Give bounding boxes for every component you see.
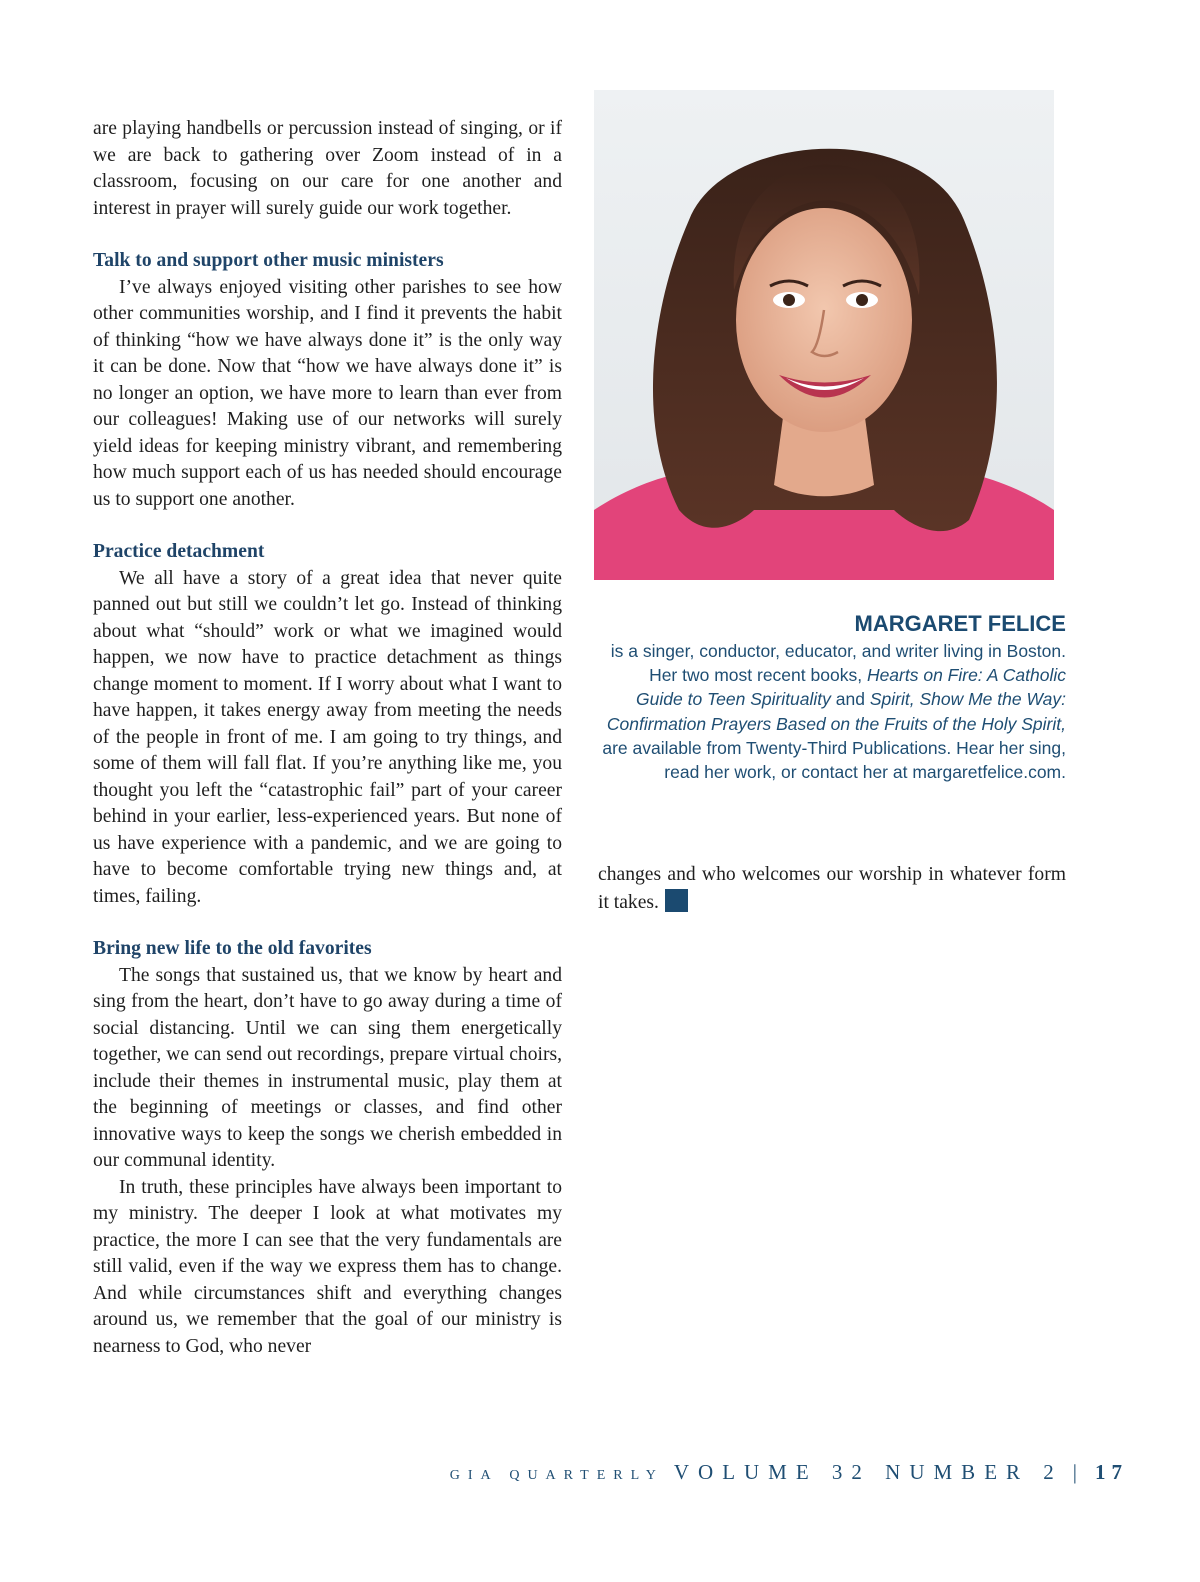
footer-separator: | xyxy=(1072,1460,1077,1484)
section-heading-support: Talk to and support other music ministers xyxy=(93,250,444,271)
journal-name: GIA QUARTERLY xyxy=(449,1468,664,1483)
bio-text-part: is a singer, conductor, educator, and writer living in Boston. Her two most recent books, xyxy=(610,641,1066,686)
volume-number: VOLUME 32 NUMBER 2 xyxy=(673,1460,1063,1484)
left-column xyxy=(93,116,562,1360)
author-name: MARGARET FELICE xyxy=(854,611,1066,636)
paragraph-detachment: We all have a story of a great idea that never quite panned out but still we couldn’t let go. Instead of thinking about what “should” work or what we imagined would happen, we now have to practice detachment as things change moment to moment. If I worry about what I want to have happen, it takes energy away from meeting the needs of the people in front of me. I am going to try things, and some of them will fall flat. If you’re anything like me, you thought you left the “catastrophic fail” part of your career behind in your earlier, less-experienced years. But none of us have experience with a pandemic, and we are going to have to become comfortable trying new things and, at times, failing. xyxy=(93,567,562,907)
section-heading-detachment: Practice detachment xyxy=(93,541,265,562)
section-heading-old-favorites: Bring new life to the old favorites xyxy=(93,938,372,959)
closing-paragraph xyxy=(598,862,1066,916)
page-number: 17 xyxy=(1095,1460,1128,1484)
author-portrait-photo xyxy=(594,90,1054,580)
author-bio-text xyxy=(598,639,1066,784)
intro-paragraph: are playing handbells or percussion instead of singing, or if we are back to gathering over Zoom instead of in a classroom, focusing on our care for one another and interest in prayer will surely guide our work together. xyxy=(93,118,562,219)
page-footer xyxy=(450,1460,1128,1485)
book-title: Spirit, Show Me the Way: Confirmation Prayers Based on the Fruits of the Holy Spirit, xyxy=(606,689,1066,734)
paragraph-in-truth: In truth, these principles have always been important to my ministry. The deeper I look at what motivates my practice, the more I can see that the very fundamentals are still valid, even if the way we express them has to change. And while circumstances shift and everything changes around us, we remember that the goal of our ministry is nearness to God, who never xyxy=(93,1176,562,1357)
right-column xyxy=(598,862,1066,916)
bio-text-part: are available from Twenty-Third Publications. Hear her sing, read her work, or contact her at margaretfelice.com. xyxy=(602,737,1066,783)
closing-text: changes and who welcomes our worship in whatever form it takes. xyxy=(598,864,1066,913)
paragraph-old-favorites: The songs that sustained us, that we know by heart and sing from the heart, don’t have to go away during a time of social distancing. Until we can sing them energetically together, we can send out recordings, prepare virtual choirs, include their themes in instrumental music, play them at the beginning of meetings or classes, and find other innovative ways to keep the songs we cherish embedded in our communal identity. xyxy=(93,964,562,1171)
bio-text-part: and xyxy=(830,689,870,710)
author-bio xyxy=(598,609,1066,784)
book-title: Hearts on Fire: A Catholic Guide to Teen Spirituality xyxy=(636,665,1066,710)
end-of-article-mark xyxy=(665,889,688,912)
paragraph-support: I’ve always enjoyed visiting other parishes to see how other communities worship, and I find it prevents the habit of thinking “how we have always done it” is the only way it can be done. Now that “how we have always done it” is no longer an option, we have more to learn than ever from our colleagues! Making use of our networks will surely yield ideas for keeping ministry vibrant, and remembering how much support each of us has needed should encourage us to support one another. xyxy=(93,276,562,510)
